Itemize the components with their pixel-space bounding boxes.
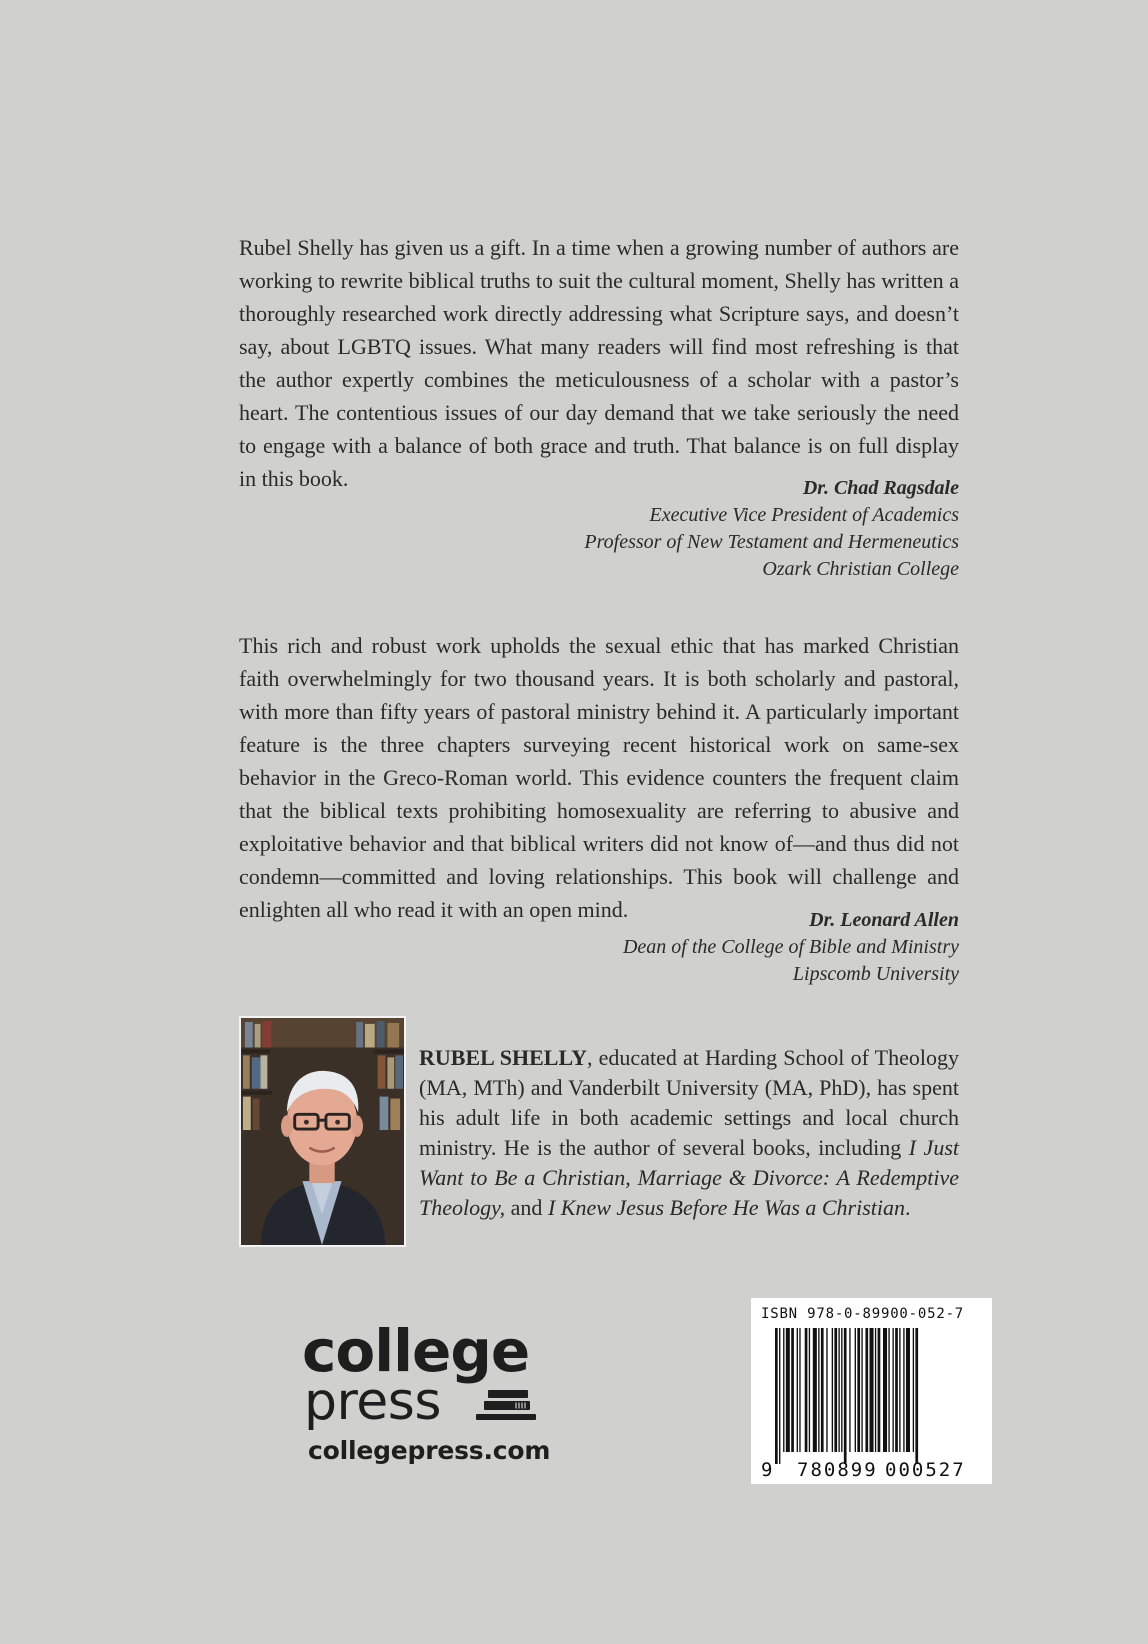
bio-text: and [505,1195,548,1220]
barcode-bar [899,1328,900,1452]
book-title: I Knew Jesus Before He Was a Christian [547,1195,906,1220]
barcode-bar [870,1328,874,1452]
endorsement-attribution [540,907,959,988]
barcode-digits-left: 780899 [797,1459,878,1480]
isbn-label: ISBN 978-0-89900-052-7 [761,1306,965,1322]
publisher-logo [302,1317,552,1472]
barcode-bar [865,1328,868,1452]
barcode-bars [761,1328,982,1480]
barcode-bar [779,1328,780,1464]
barcode-digit-prefix: 9 [761,1459,773,1480]
isbn-barcode [751,1298,992,1484]
logo-word-college: college [302,1317,530,1385]
barcode-bar [791,1328,794,1452]
barcode-bar [821,1328,824,1452]
endorser-institution: Ozark Christian College [762,558,959,580]
barcode-bar [813,1328,817,1452]
endorser-institution: Lipscomb University [792,963,959,985]
barcode-bar [809,1328,810,1452]
endorser-title: Dean of the College of Bible and Ministry [622,936,959,958]
barcode-bar [888,1328,889,1452]
barcode-bar [797,1328,798,1452]
barcode-bar [826,1328,827,1452]
barcode-bar [834,1328,837,1452]
book-titles: I Just Want to Be a Christian, Marriage & Divorce: A Redemptive Theology, [419,1135,959,1220]
barcode-bar [861,1328,862,1452]
barcode-bar [775,1328,778,1464]
barcode-bar [903,1328,904,1452]
author-photo [239,1016,406,1247]
endorsement-attribution [540,475,959,583]
barcode-bar [895,1328,898,1452]
publisher-url: collegepress.com [308,1436,551,1465]
author-name: RUBEL SHELLY [419,1045,587,1070]
barcode-bar [844,1328,847,1464]
logo-word-press: press [304,1372,441,1432]
barcode-digits-right: 000527 [885,1459,966,1480]
barcode-bar [849,1328,850,1452]
author-bio [419,1043,959,1223]
endorser-name: Dr. Chad Ragsdale [802,477,959,499]
endorsement-text: Rubel Shelly has given us a gift. In a time when a growing number of authors are working to rewrite biblical truths to suit the cultural moment, Shelly has written a thoroughly researched work directly addressing what Scripture says, and doesn’t say, about LGBTQ issues. What many readers will find most refreshing is that the author expertly combines the meticulousness of a scholar with a pastor’s heart. The contentious issues of our day demand that we take seriously the need to engage with a balance of both grace and truth. That balance is on full display in this book. [239,235,959,491]
barcode-bar [913,1328,914,1452]
barcode-bar [892,1328,893,1452]
barcode-bar [838,1328,839,1452]
barcode-bar [783,1328,784,1452]
barcode-bar [786,1328,790,1452]
barcode-bar [906,1328,910,1452]
barcode-bar [857,1328,860,1452]
endorsement-text: This rich and robust work upholds the sexual ethic that has marked Christian faith overwhelmingly for two thousand years. It is both scholarly and pastoral, with more than fifty years of pastoral ministry behind it. A particularly important feature is the three chapters surveying recent historical work on same-sex behavior in the Greco-Roman world. This evidence counters the frequent claim that the biblical texts prohibiting homosexuality are referring to abusive and exploitative behavior and that biblical writers did not know of—and thus did not condemn—committed and loving relationships. This book will challenge and enlighten all who read it with an open mind. [239,633,959,922]
barcode-bar [883,1328,887,1452]
barcode-bar [915,1328,918,1464]
books-icon [474,1386,538,1426]
barcode-bar [805,1328,808,1452]
barcode-bar [818,1328,819,1452]
endorser-title: Executive Vice President of Academics [649,504,959,526]
barcode-bar [855,1328,856,1452]
barcode-bar [878,1328,881,1452]
barcode-bar [832,1328,833,1452]
bio-text: , educated at Harding School of Theology (MA, MTh) and Vanderbilt University (MA, PhD), has spent his adult life in both academic settings and local church ministry. He is the author of several books, including [419,1045,959,1160]
endorser-name: Dr. Leonard Allen [809,909,959,931]
bio-text: . [905,1195,911,1220]
endorser-title: Professor of New Testament and Hermeneutics [584,531,959,553]
barcode-bar [875,1328,876,1452]
barcode-bar [799,1328,800,1452]
barcode-bar [841,1328,842,1452]
